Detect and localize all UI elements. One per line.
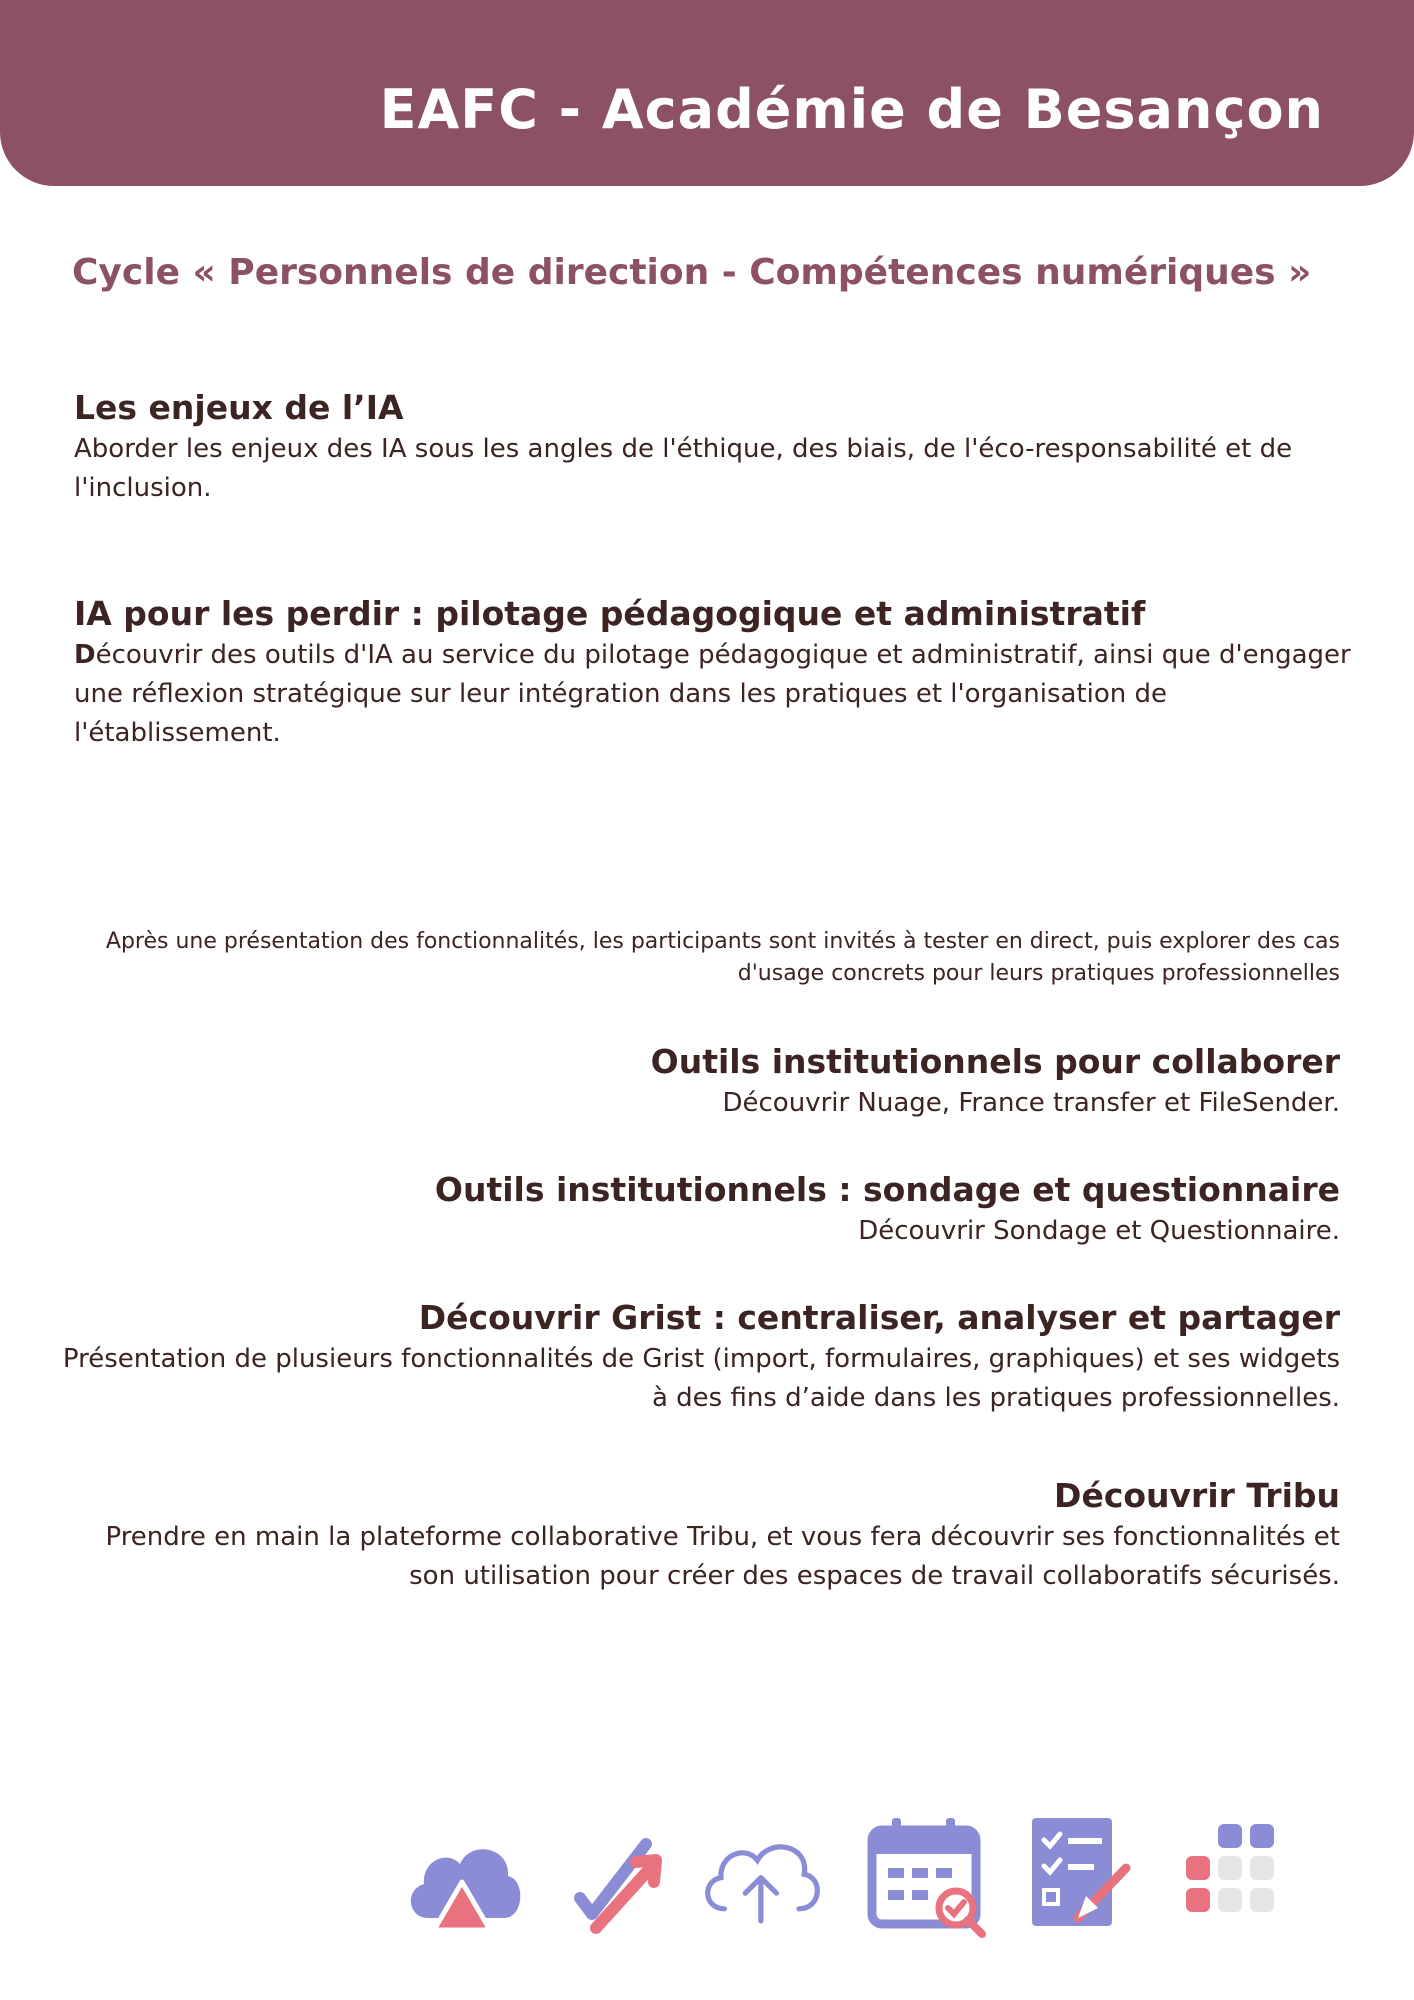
nuage-cloud-icon	[400, 1810, 530, 1940]
section-tribu	[60, 1474, 1340, 1596]
intro-note: Après une présentation des fonctionnalités, les participants sont invités à tester en direct, puis explorer des cas d'usage concrets pour leurs pratiques professionnelles	[105, 929, 1340, 986]
section-title: Découvrir Grist : centraliser, analyser et partager	[418, 1298, 1340, 1337]
section-title: Outils institutionnels : sondage et questionnaire	[434, 1170, 1340, 1209]
grist-grid-icon	[1180, 1810, 1310, 1940]
section-grist	[60, 1296, 1340, 1418]
section-title: Les enjeux de l’IA	[74, 388, 404, 427]
section-text: Prendre en main la plateforme collaborative Tribu, et vous fera découvrir ses fonctionnalités et son utilisation pour créer des espaces de travail collaboratifs sécurisés.	[105, 1522, 1340, 1591]
section-title: Outils institutionnels pour collaborer	[650, 1042, 1340, 1081]
section-ia-enjeux	[74, 386, 1354, 508]
cycle-title: Cycle « Personnels de direction - Compétences numériques »	[72, 252, 1312, 293]
section-text-lead: D	[74, 640, 96, 670]
section-text: Aborder les enjeux des IA sous les angles de l'éthique, des biais, de l'éco-responsabilité et de l'inclusion.	[74, 434, 1293, 503]
section-title: IA pour les perdir : pilotage pédagogique et administratif	[74, 594, 1146, 633]
section-title: Découvrir Tribu	[1054, 1476, 1340, 1515]
france-transfer-icon	[550, 1810, 680, 1940]
section-text: Découvrir Sondage et Questionnaire.	[858, 1216, 1340, 1246]
section-text	[74, 636, 1354, 753]
header-banner	[0, 0, 1414, 186]
section-text-body: écouvrir des outils d'IA au service du pilotage pédagogique et administratif, ainsi que d'engager une réflexion stratégique sur leur intégration dans les pratiques et l'organisation de l'établissement.	[74, 640, 1351, 748]
section-text: Découvrir Nuage, France transfer et FileSender.	[722, 1088, 1340, 1118]
section-outils-sondage	[60, 1168, 1340, 1251]
filesender-upload-icon	[695, 1810, 825, 1940]
header-title: EAFC - Académie de Besançon	[379, 78, 1324, 141]
section-ia-perdir	[74, 592, 1354, 753]
questionnaire-checklist-icon	[1020, 1810, 1150, 1940]
sondage-calendar-icon	[860, 1810, 990, 1940]
section-outils-collaborer	[60, 1040, 1340, 1123]
tool-icons-row	[400, 1810, 1330, 1940]
section-text: Présentation de plusieurs fonctionnalités de Grist (import, formulaires, graphiques) et ses widgets à des fins d’aide dans les pratiques professionnelles.	[62, 1344, 1340, 1413]
